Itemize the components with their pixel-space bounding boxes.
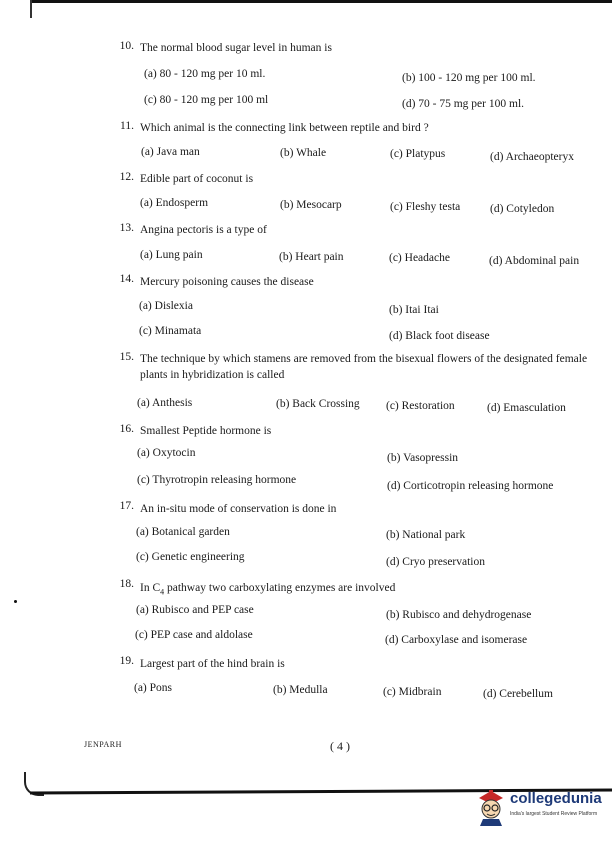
- mascot-logo-icon: [474, 786, 508, 826]
- option-d: (d) Cotyledon: [490, 203, 555, 215]
- option-b: (b) Back Crossing: [276, 398, 360, 410]
- option-a: (a) Java man: [141, 146, 200, 158]
- paper-code: JENPARH: [84, 740, 122, 749]
- option-a: (a) 80 - 120 mg per 10 ml.: [144, 68, 266, 80]
- option-c: (c) Thyrotropin releasing hormone: [137, 474, 297, 486]
- question-text: The technique by which stamens are removed from the bisexual flowers of the designated female plants in hybridization is called: [140, 353, 588, 381]
- brand-tagline: India's largest Student Review Platform: [510, 811, 598, 817]
- brand-name: collegedunia: [510, 790, 602, 807]
- option-a: (a) Endosperm: [140, 197, 209, 209]
- top-border: [30, 0, 612, 3]
- corner-mark: [30, 0, 32, 18]
- option-a: (a) Oxytocin: [137, 447, 196, 459]
- question-text: The normal blood sugar level in human is: [140, 42, 332, 54]
- question-number: 18.: [119, 578, 134, 590]
- option-c: (c) Headache: [389, 252, 450, 264]
- option-c: (c) Midbrain: [383, 686, 442, 698]
- question-number: 14.: [119, 273, 134, 285]
- option-a: (a) Lung pain: [140, 249, 203, 261]
- option-b: (b) Heart pain: [279, 251, 344, 263]
- option-a: (a) Anthesis: [137, 397, 193, 409]
- question-text: In $C_4$ pathway two carboxylating enzymes are involved: [140, 582, 396, 597]
- option-d: (d) Abdominal pain: [489, 255, 580, 267]
- question-number: 17.: [119, 500, 134, 512]
- option-b: (b) 100 - 120 mg per 100 ml.: [402, 72, 536, 84]
- option-c: (c) Minamata: [139, 325, 202, 337]
- option-d: (d) Archaeopteryx: [490, 151, 574, 163]
- option-a: (a) Rubisco and PEP case: [136, 604, 254, 616]
- option-d: (d) Emasculation: [487, 402, 566, 414]
- option-c: (c) Fleshy testa: [390, 201, 461, 213]
- question-number: 11.: [120, 120, 134, 132]
- option-d: (d) 70 - 75 mg per 100 ml.: [402, 98, 525, 110]
- option-d: (d) Cerebellum: [483, 688, 553, 700]
- option-c: (c) PEP case and aldolase: [135, 629, 253, 641]
- option-d: (d) Carboxylase and isomerase: [385, 634, 528, 646]
- option-b: (b) National park: [386, 529, 466, 541]
- option-b: (b) Mesocarp: [280, 199, 342, 211]
- question-number: 19.: [119, 655, 134, 667]
- option-a: (a) Pons: [134, 682, 173, 694]
- question-text: An in-situ mode of conservation is done in: [140, 503, 337, 515]
- question-text: Angina pectoris is a type of: [140, 224, 267, 236]
- question-text: Mercury poisoning causes the disease: [140, 276, 314, 288]
- option-a: (a) Dislexia: [139, 300, 193, 312]
- option-c: (c) Restoration: [386, 400, 455, 412]
- page-number: ( 4 ): [330, 739, 350, 753]
- collegedunia-watermark: [474, 786, 610, 830]
- option-b: (b) Rubisco and dehydrogenase: [386, 609, 532, 621]
- question-number: 16.: [119, 423, 134, 435]
- option-d: (d) Black foot disease: [389, 330, 490, 342]
- option-b: (b) Whale: [280, 147, 327, 159]
- option-a: (a) Botanical garden: [136, 526, 230, 538]
- option-b: (b) Vasopressin: [387, 452, 459, 464]
- option-c: (c) 80 - 120 mg per 100 ml: [144, 94, 269, 106]
- option-d: (d) Cryo preservation: [386, 556, 485, 568]
- question-text: Largest part of the hind brain is: [140, 658, 285, 670]
- option-d: (d) Corticotropin releasing hormone: [387, 480, 554, 492]
- scan-speck: [14, 600, 17, 603]
- option-c: (c) Platypus: [390, 148, 446, 160]
- question-text: Smallest Peptide hormone is: [140, 425, 272, 437]
- question-number: 10.: [119, 40, 134, 52]
- question-number: 13.: [119, 222, 134, 234]
- question-text: Edible part of coconut is: [140, 173, 254, 185]
- option-b: (b) Itai Itai: [389, 304, 439, 316]
- option-c: (c) Genetic engineering: [136, 551, 245, 563]
- question-number: 12.: [119, 171, 134, 183]
- question-text: Which animal is the connecting link between reptile and bird ?: [140, 122, 429, 134]
- question-number: 15.: [119, 351, 134, 363]
- option-b: (b) Medulla: [273, 684, 328, 696]
